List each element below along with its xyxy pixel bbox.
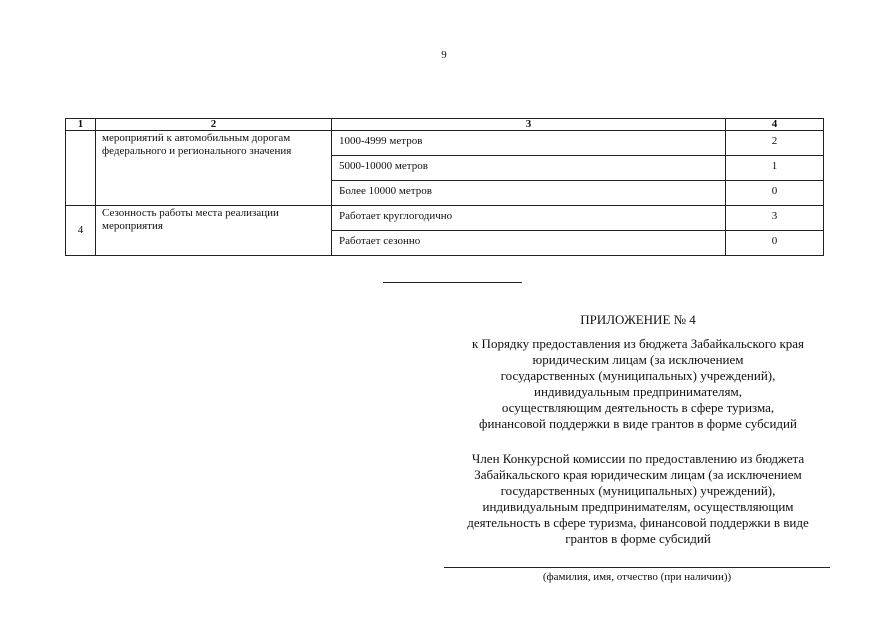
commission-member-line: деятельность в сфере туризма, финансовой поддержки в виде [467,515,809,530]
signature-line [444,567,830,568]
criterion-value: 5000-10000 метров [332,156,726,181]
table-header-row [66,119,824,131]
criterion-score: 3 [726,206,824,231]
appendix-reference-line: осуществляющим деятельность в сфере туризма, [501,400,775,415]
criterion-name: мероприятий к автомобильным дорогам федерального и регионального значения [96,131,332,206]
appendix-reference-line: к Порядку предоставления из бюджета Забайкальского края [471,336,805,351]
signature-caption: (фамилия, имя, отчество (при наличии)) [542,571,732,583]
appendix-reference-line: индивидуальным предпринимателям, [534,384,742,399]
criteria-table [65,118,824,256]
column-header: 4 [726,119,824,131]
commission-member-line: Член Конкурсной комиссии по предоставлению из бюджета [471,451,805,466]
criterion-score: 0 [726,181,824,206]
commission-member-line: индивидуальным предпринимателям, осуществляющим [482,499,794,514]
column-header: 2 [96,119,332,131]
commission-member-line: грантов в форме субсидий [565,531,711,546]
commission-member-line: государственных (муниципальных) учреждений), [500,483,776,498]
criterion-score: 2 [726,131,824,156]
criterion-number: 4 [66,206,96,256]
criterion-value: Более 10000 метров [332,181,726,206]
criterion-value: Работает круглогодично [332,206,726,231]
appendix-reference-line: финансовой поддержки в виде грантов в форме субсидий [479,416,797,431]
criterion-name: Сезонность работы места реализации мероприятия [96,206,332,256]
appendix-reference-line: государственных (муниципальных) учреждений), [500,368,776,383]
commission-member-heading [440,451,836,547]
column-header: 3 [332,119,726,131]
column-header: 1 [66,119,96,131]
section-separator [383,282,522,283]
commission-member-line: Забайкальского края юридическим лицам (за исключением [474,467,802,482]
table-row [66,131,824,156]
criterion-score: 0 [726,231,824,256]
criterion-score: 1 [726,156,824,181]
table-row [66,206,824,231]
appendix-title: ПРИЛОЖЕНИЕ № 4 [580,312,696,327]
criterion-value: Работает сезонно [332,231,726,256]
criterion-value: 1000-4999 метров [332,131,726,156]
criterion-number [66,131,96,206]
page-number: 9 [441,49,447,61]
appendix-reference-line: юридическим лицам (за исключением [532,352,744,367]
appendix-reference [440,336,836,432]
